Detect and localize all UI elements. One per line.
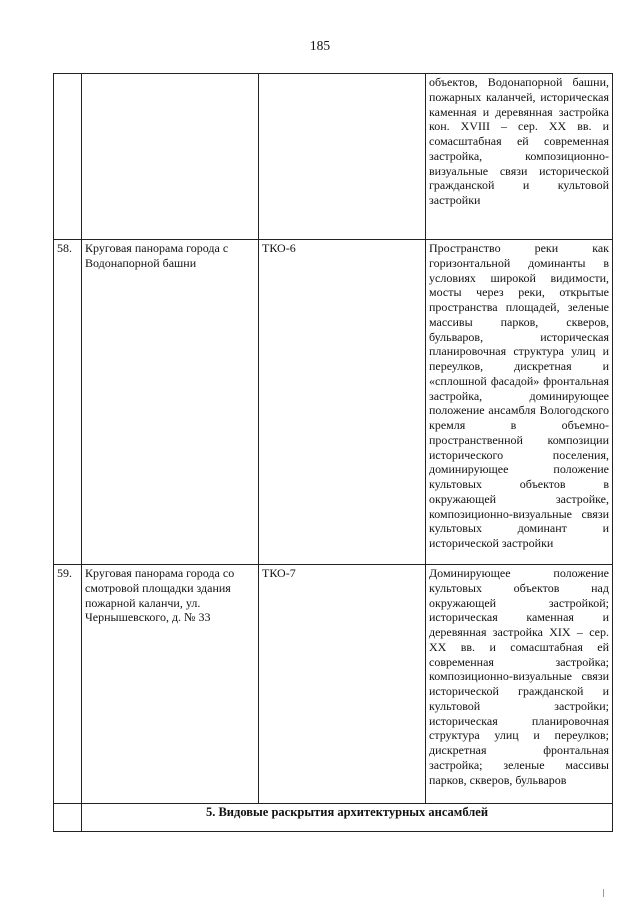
row-code-cell: ТКО-7 (259, 565, 426, 804)
section-heading-row (54, 804, 613, 832)
row-name-cell: Круговая панорама города с Водонапорной башни (82, 240, 259, 565)
row-description-cell: Доминирующее положение культовых объектов над окружающей застройкой; историческая каменная и деревянная застройка XIX – сер. XX вв. и сомасштабная ей современная застройка; композиционно-визуальные связи исторической гражданской и культовой застройки; историческая планировочная структура улиц и переулков; дискретная фронтальная застройка; зеленые массивы парков, скверов, бульваров (426, 565, 613, 804)
row-code-cell (259, 74, 426, 240)
row-name-cell: Круговая панорама города со смотровой площадки здания пожарной каланчи, ул. Чернышевского, д. № 33 (82, 565, 259, 804)
row-number-cell: 59. (54, 565, 82, 804)
row-number-cell: 58. (54, 240, 82, 565)
table-row (54, 240, 613, 565)
page-number: 185 (309, 38, 331, 53)
row-description-cell: объектов, Водонапорной башни, пожарных каланчей, историческая каменная и деревянная застройка кон. XVIII – сер. XX вв. и сомасштабная ей современная застройка, композиционно-визуальные связи исторической гражданской и культовой застройки (426, 74, 613, 240)
section-heading: 5. Видовые раскрытия архитектурных ансамблей (82, 804, 613, 832)
row-number-cell (54, 804, 82, 832)
margin-mark (603, 889, 604, 897)
data-table (53, 73, 613, 832)
row-description-cell: Пространство реки как горизонтальной доминанты в условиях широкой видимости, мосты через реки, открытые пространства площадей, зеленые массивы парков, скверов, бульваров, историческая планировочная структура улиц и переулков, дискретная и «сплошной фасадой» фронтальная застройка, доминирующее положение ансамбля Вологодского кремля в объемно-пространственной композиции исторического поселения, доминирующее положение культовых объектов в окружающей застройке, композиционно-визуальные связи культовых доминант и исторической застройки (426, 240, 613, 565)
table-row (54, 74, 613, 240)
row-code-cell: ТКО-6 (259, 240, 426, 565)
table-row (54, 565, 613, 804)
row-name-cell (82, 74, 259, 240)
row-number-cell (54, 74, 82, 240)
